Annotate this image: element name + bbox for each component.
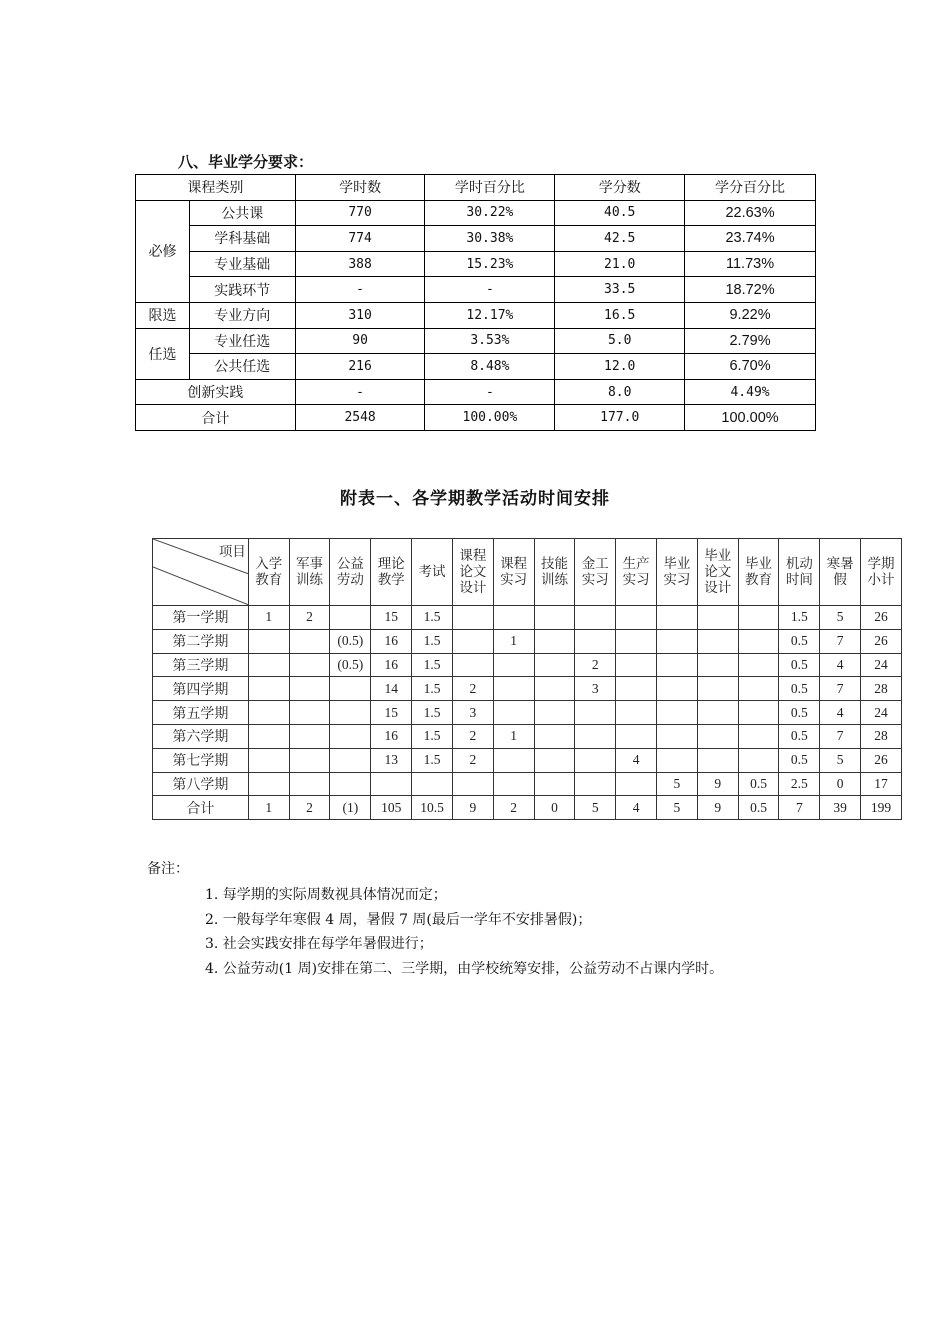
- table-row: [153, 748, 902, 772]
- schedule-cell: [452, 653, 493, 677]
- schedule-cell: [493, 748, 534, 772]
- schedule-cell: [616, 772, 657, 796]
- schedule-cell: 1: [248, 796, 289, 820]
- column-header-text: 论文: [704, 564, 732, 580]
- hours-pct-cell: -: [425, 277, 555, 303]
- column-header-text: 技能: [540, 556, 568, 572]
- schedule-cell: 9: [452, 796, 493, 820]
- schedule-cell: [493, 701, 534, 725]
- schedule-cell: [534, 724, 575, 748]
- column-header-cell: [371, 539, 412, 606]
- table-header-row: [153, 539, 902, 606]
- table-header-row: [136, 175, 816, 201]
- semester-label-cell: 第六学期: [153, 724, 249, 748]
- schedule-cell: 0: [820, 772, 861, 796]
- table-row: [153, 772, 902, 796]
- column-header-text: 时间: [785, 572, 813, 588]
- table-row: [153, 606, 902, 630]
- schedule-cell: 0.5: [779, 748, 820, 772]
- hours-cell: -: [295, 277, 425, 303]
- schedule-cell: 2: [452, 748, 493, 772]
- schedule-cell: [697, 748, 738, 772]
- table-row: [136, 200, 816, 226]
- schedule-cell: [657, 724, 698, 748]
- schedule-cell: [575, 701, 616, 725]
- schedule-cell: 15: [371, 606, 412, 630]
- schedule-cell: 199: [861, 796, 902, 820]
- schedule-cell: 10.5: [412, 796, 453, 820]
- schedule-cell: [534, 606, 575, 630]
- category-cell: 公共任选: [189, 354, 295, 380]
- hours-cell: 388: [295, 251, 425, 277]
- schedule-cell: [248, 677, 289, 701]
- hours-cell: 310: [295, 302, 425, 328]
- schedule-cell: 2: [575, 653, 616, 677]
- column-header-text: 设计: [704, 580, 732, 596]
- table-row: [136, 277, 816, 303]
- column-header-cell: [697, 539, 738, 606]
- header-cell: 学时数: [295, 175, 425, 201]
- schedule-cell: 0.5: [779, 653, 820, 677]
- schedule-cell: [330, 724, 371, 748]
- schedule-cell: [371, 772, 412, 796]
- column-header-text: 小计: [867, 572, 895, 588]
- schedule-cell: [412, 772, 453, 796]
- schedule-cell: [575, 772, 616, 796]
- schedule-cell: 3: [575, 677, 616, 701]
- credits-pct-cell: 18.72%: [685, 277, 816, 303]
- schedule-cell: [697, 653, 738, 677]
- schedule-cell: 5: [575, 796, 616, 820]
- hours-pct-cell: 100.00%: [425, 405, 555, 431]
- hours-pct-cell: 3.53%: [425, 328, 555, 354]
- credits-pct-cell: 2.79%: [685, 328, 816, 354]
- column-header-text: 理论: [377, 556, 405, 572]
- column-header-text: 论文: [459, 564, 487, 580]
- schedule-cell: 4: [820, 653, 861, 677]
- schedule-cell: 1.5: [779, 606, 820, 630]
- schedule-cell: 1.5: [412, 748, 453, 772]
- schedule-cell: [248, 629, 289, 653]
- schedule-cell: 2: [289, 796, 330, 820]
- credits-pct-cell: 9.22%: [685, 302, 816, 328]
- hours-cell: 774: [295, 226, 425, 252]
- schedule-cell: [289, 677, 330, 701]
- credits-cell: 12.0: [555, 354, 685, 380]
- table-row: [136, 251, 816, 277]
- column-header-text: 实习: [581, 572, 609, 588]
- credits-pct-cell: 23.74%: [685, 226, 816, 252]
- schedule-cell: [575, 724, 616, 748]
- schedule-cell: 4: [820, 701, 861, 725]
- column-header-text: 生产: [622, 556, 650, 572]
- schedule-cell: [616, 701, 657, 725]
- column-header-cell: [657, 539, 698, 606]
- column-header-cell: [289, 539, 330, 606]
- schedule-cell: 0.5: [738, 772, 779, 796]
- schedule-cell: [248, 724, 289, 748]
- category-cell: 专业方向: [189, 302, 295, 328]
- schedule-cell: 24: [861, 701, 902, 725]
- schedule-cell: [248, 748, 289, 772]
- note-item: 1. 每学期的实际周数视具体情况而定；: [205, 887, 447, 903]
- table-total-row: [136, 405, 816, 431]
- schedule-cell: 0.5: [779, 724, 820, 748]
- hours-cell: 90: [295, 328, 425, 354]
- schedule-cell: 39: [820, 796, 861, 820]
- credits-cell: 21.0: [555, 251, 685, 277]
- column-header-text: 学期: [867, 556, 895, 572]
- column-header-text: 毕业: [745, 556, 773, 572]
- schedule-cell: 28: [861, 677, 902, 701]
- schedule-cell: [738, 677, 779, 701]
- schedule-cell: 13: [371, 748, 412, 772]
- credit-requirements-table: [135, 174, 816, 431]
- hours-cell: -: [295, 379, 425, 405]
- schedule-cell: 16: [371, 629, 412, 653]
- column-header-text: 实习: [622, 572, 650, 588]
- schedule-cell: [330, 677, 371, 701]
- hours-pct-cell: 30.38%: [425, 226, 555, 252]
- schedule-cell: [289, 748, 330, 772]
- column-header-cell: [330, 539, 371, 606]
- column-header-cell: [452, 539, 493, 606]
- schedule-cell: [738, 653, 779, 677]
- schedule-cell: [452, 606, 493, 630]
- schedule-cell: (0.5): [330, 629, 371, 653]
- column-header-cell: [493, 539, 534, 606]
- schedule-cell: 5: [657, 772, 698, 796]
- column-header-cell: [616, 539, 657, 606]
- column-header-text: 劳动: [336, 572, 364, 588]
- schedule-cell: [534, 701, 575, 725]
- schedule-cell: 5: [657, 796, 698, 820]
- column-header-cell: [575, 539, 616, 606]
- schedule-cell: [657, 677, 698, 701]
- diagonal-header-cell: [153, 539, 249, 606]
- credits-cell: 16.5: [555, 302, 685, 328]
- credits-cell: 33.5: [555, 277, 685, 303]
- schedule-cell: [452, 629, 493, 653]
- schedule-cell: [493, 677, 534, 701]
- column-header-text: 设计: [459, 580, 487, 596]
- schedule-cell: 1.5: [412, 629, 453, 653]
- credits-cell: 177.0: [555, 405, 685, 431]
- schedule-cell: 1.5: [412, 677, 453, 701]
- column-header-text: 教育: [255, 572, 283, 588]
- credits-pct-cell: 100.00%: [685, 405, 816, 431]
- category-cell: 创新实践: [136, 379, 296, 405]
- hours-pct-cell: 30.22%: [425, 200, 555, 226]
- column-header-text: 实习: [663, 572, 691, 588]
- credits-pct-cell: 11.73%: [685, 251, 816, 277]
- schedule-cell: (1): [330, 796, 371, 820]
- column-header-text: 训练: [540, 572, 568, 588]
- schedule-cell: 7: [820, 724, 861, 748]
- column-header-text: 课程: [459, 548, 487, 564]
- schedule-cell: 4: [616, 796, 657, 820]
- category-cell: 公共课: [189, 200, 295, 226]
- column-header-text: 训练: [296, 572, 324, 588]
- schedule-cell: [534, 748, 575, 772]
- schedule-cell: 7: [779, 796, 820, 820]
- schedule-cell: [289, 629, 330, 653]
- schedule-cell: [738, 606, 779, 630]
- group-cell-limited: 限选: [136, 302, 190, 328]
- semester-label-cell: 第一学期: [153, 606, 249, 630]
- schedule-cell: [534, 772, 575, 796]
- schedule-cell: 24: [861, 653, 902, 677]
- hours-cell: 216: [295, 354, 425, 380]
- table-row: [153, 653, 902, 677]
- corner-label: 项目: [218, 544, 246, 560]
- appendix-title: 附表一、各学期教学活动时间安排: [340, 489, 610, 509]
- table-row: [153, 796, 902, 820]
- table-row: [136, 328, 816, 354]
- schedule-cell: 105: [371, 796, 412, 820]
- column-header-text: 公益: [336, 556, 364, 572]
- column-header-text: 课程: [500, 556, 528, 572]
- schedule-cell: [248, 772, 289, 796]
- semester-label-cell: 第五学期: [153, 701, 249, 725]
- semester-label-cell: 第八学期: [153, 772, 249, 796]
- schedule-cell: 5: [820, 748, 861, 772]
- credits-pct-cell: 6.70%: [685, 354, 816, 380]
- note-item: 3. 社会实践安排在每学年暑假进行；: [205, 936, 433, 952]
- schedule-cell: 9: [697, 772, 738, 796]
- schedule-cell: 1.5: [412, 606, 453, 630]
- column-header-cell: [412, 539, 453, 606]
- schedule-cell: [248, 653, 289, 677]
- schedule-cell: 16: [371, 653, 412, 677]
- schedule-cell: [248, 701, 289, 725]
- hours-cell: 2548: [295, 405, 425, 431]
- column-header-cell: [248, 539, 289, 606]
- schedule-cell: 0: [534, 796, 575, 820]
- schedule-cell: [493, 606, 534, 630]
- schedule-cell: 4: [616, 748, 657, 772]
- schedule-cell: [575, 606, 616, 630]
- schedule-cell: [330, 748, 371, 772]
- schedule-cell: [697, 606, 738, 630]
- hours-pct-cell: 12.17%: [425, 302, 555, 328]
- schedule-cell: 1: [248, 606, 289, 630]
- schedule-cell: [289, 701, 330, 725]
- section-title: 八、毕业学分要求：: [178, 153, 314, 171]
- schedule-cell: [697, 701, 738, 725]
- schedule-cell: [289, 653, 330, 677]
- column-header-text: 军事: [296, 556, 324, 572]
- note-item: 2. 一般每学年寒假 4 周，暑假 7 周(最后一学年不安排暑假)；: [205, 911, 592, 928]
- schedule-cell: [289, 772, 330, 796]
- semester-label-cell: 合计: [153, 796, 249, 820]
- semester-label-cell: 第七学期: [153, 748, 249, 772]
- schedule-cell: 1: [493, 724, 534, 748]
- schedule-cell: 3: [452, 701, 493, 725]
- column-header-cell: [779, 539, 820, 606]
- schedule-cell: 2: [452, 677, 493, 701]
- schedule-cell: 2.5: [779, 772, 820, 796]
- schedule-cell: 9: [697, 796, 738, 820]
- credits-pct-cell: 22.63%: [685, 200, 816, 226]
- column-header-text: 毕业: [704, 548, 732, 564]
- schedule-cell: [493, 653, 534, 677]
- column-header-cell: [820, 539, 861, 606]
- table-row: [136, 379, 816, 405]
- schedule-cell: 1.5: [412, 653, 453, 677]
- table-row: [153, 724, 902, 748]
- schedule-cell: [738, 629, 779, 653]
- note-item: 4. 公益劳动(1 周)安排在第二、三学期，由学校统筹安排，公益劳动不占课内学时。: [205, 960, 724, 977]
- schedule-cell: [330, 701, 371, 725]
- schedule-cell: [493, 772, 534, 796]
- schedule-cell: [330, 606, 371, 630]
- schedule-cell: [657, 629, 698, 653]
- schedule-cell: [738, 701, 779, 725]
- schedule-cell: 7: [820, 677, 861, 701]
- table-row: [153, 701, 902, 725]
- category-cell: 合计: [136, 405, 296, 431]
- column-header-text: 考试: [418, 564, 446, 580]
- category-cell: 专业基础: [189, 251, 295, 277]
- credits-cell: 40.5: [555, 200, 685, 226]
- header-cell: 学分数: [555, 175, 685, 201]
- schedule-cell: (0.5): [330, 653, 371, 677]
- schedule-cell: 15: [371, 701, 412, 725]
- schedule-cell: [289, 724, 330, 748]
- group-cell-elective: 任选: [136, 328, 190, 379]
- category-cell: 专业任选: [189, 328, 295, 354]
- schedule-cell: 14: [371, 677, 412, 701]
- column-header-text: 金工: [581, 556, 609, 572]
- schedule-cell: 0.5: [738, 796, 779, 820]
- schedule-cell: [452, 772, 493, 796]
- schedule-cell: [616, 677, 657, 701]
- semester-label-cell: 第二学期: [153, 629, 249, 653]
- schedule-cell: [657, 748, 698, 772]
- schedule-cell: [697, 724, 738, 748]
- schedule-cell: [738, 748, 779, 772]
- schedule-cell: [616, 629, 657, 653]
- schedule-cell: 7: [820, 629, 861, 653]
- header-cell: 学分百分比: [685, 175, 816, 201]
- header-cell: 课程类别: [136, 175, 296, 201]
- schedule-cell: [657, 701, 698, 725]
- schedule-cell: 0.5: [779, 701, 820, 725]
- schedule-cell: 17: [861, 772, 902, 796]
- schedule-cell: 28: [861, 724, 902, 748]
- schedule-cell: 5: [820, 606, 861, 630]
- schedule-cell: 2: [289, 606, 330, 630]
- schedule-cell: 16: [371, 724, 412, 748]
- schedule-cell: [534, 677, 575, 701]
- hours-pct-cell: 15.23%: [425, 251, 555, 277]
- semester-label-cell: 第三学期: [153, 653, 249, 677]
- schedule-cell: 26: [861, 629, 902, 653]
- group-cell-required: 必修: [136, 200, 190, 302]
- column-header-text: 教学: [377, 572, 405, 588]
- column-header-text: 假: [833, 572, 847, 588]
- schedule-cell: [616, 606, 657, 630]
- schedule-cell: [738, 724, 779, 748]
- schedule-cell: 0.5: [779, 677, 820, 701]
- schedule-cell: [575, 629, 616, 653]
- column-header-text: 机动: [785, 556, 813, 572]
- schedule-cell: [657, 653, 698, 677]
- semester-label-cell: 第四学期: [153, 677, 249, 701]
- credits-cell: 8.0: [555, 379, 685, 405]
- category-cell: 学科基础: [189, 226, 295, 252]
- schedule-cell: [616, 724, 657, 748]
- column-header-cell: [738, 539, 779, 606]
- notes-title: 备注：: [147, 861, 189, 877]
- schedule-cell: 1.5: [412, 701, 453, 725]
- schedule-cell: [575, 748, 616, 772]
- table-row: [136, 302, 816, 328]
- schedule-cell: [697, 629, 738, 653]
- credits-cell: 5.0: [555, 328, 685, 354]
- schedule-cell: [534, 653, 575, 677]
- schedule-cell: [534, 629, 575, 653]
- schedule-cell: [330, 772, 371, 796]
- credits-cell: 42.5: [555, 226, 685, 252]
- column-header-text: 毕业: [663, 556, 691, 572]
- schedule-cell: 0.5: [779, 629, 820, 653]
- table-row: [136, 226, 816, 252]
- schedule-cell: 26: [861, 748, 902, 772]
- hours-pct-cell: -: [425, 379, 555, 405]
- column-header-text: 教育: [745, 572, 773, 588]
- hours-pct-cell: 8.48%: [425, 354, 555, 380]
- schedule-cell: [697, 677, 738, 701]
- schedule-cell: 26: [861, 606, 902, 630]
- table-row: [136, 354, 816, 380]
- schedule-cell: [657, 606, 698, 630]
- schedule-cell: 2: [493, 796, 534, 820]
- column-header-text: 实习: [500, 572, 528, 588]
- schedule-cell: 2: [452, 724, 493, 748]
- schedule-cell: 1.5: [412, 724, 453, 748]
- column-header-cell: [861, 539, 902, 606]
- hours-cell: 770: [295, 200, 425, 226]
- table-row: [153, 677, 902, 701]
- credits-pct-cell: 4.49%: [685, 379, 816, 405]
- header-cell: 学时百分比: [425, 175, 555, 201]
- column-header-text: 寒暑: [826, 556, 854, 572]
- semester-schedule-table: [152, 538, 902, 820]
- column-header-text: 入学: [255, 556, 283, 572]
- category-cell: 实践环节: [189, 277, 295, 303]
- schedule-cell: [616, 653, 657, 677]
- schedule-cell: 1: [493, 629, 534, 653]
- notes-list: [205, 883, 723, 981]
- table-row: [153, 629, 902, 653]
- column-header-cell: [534, 539, 575, 606]
